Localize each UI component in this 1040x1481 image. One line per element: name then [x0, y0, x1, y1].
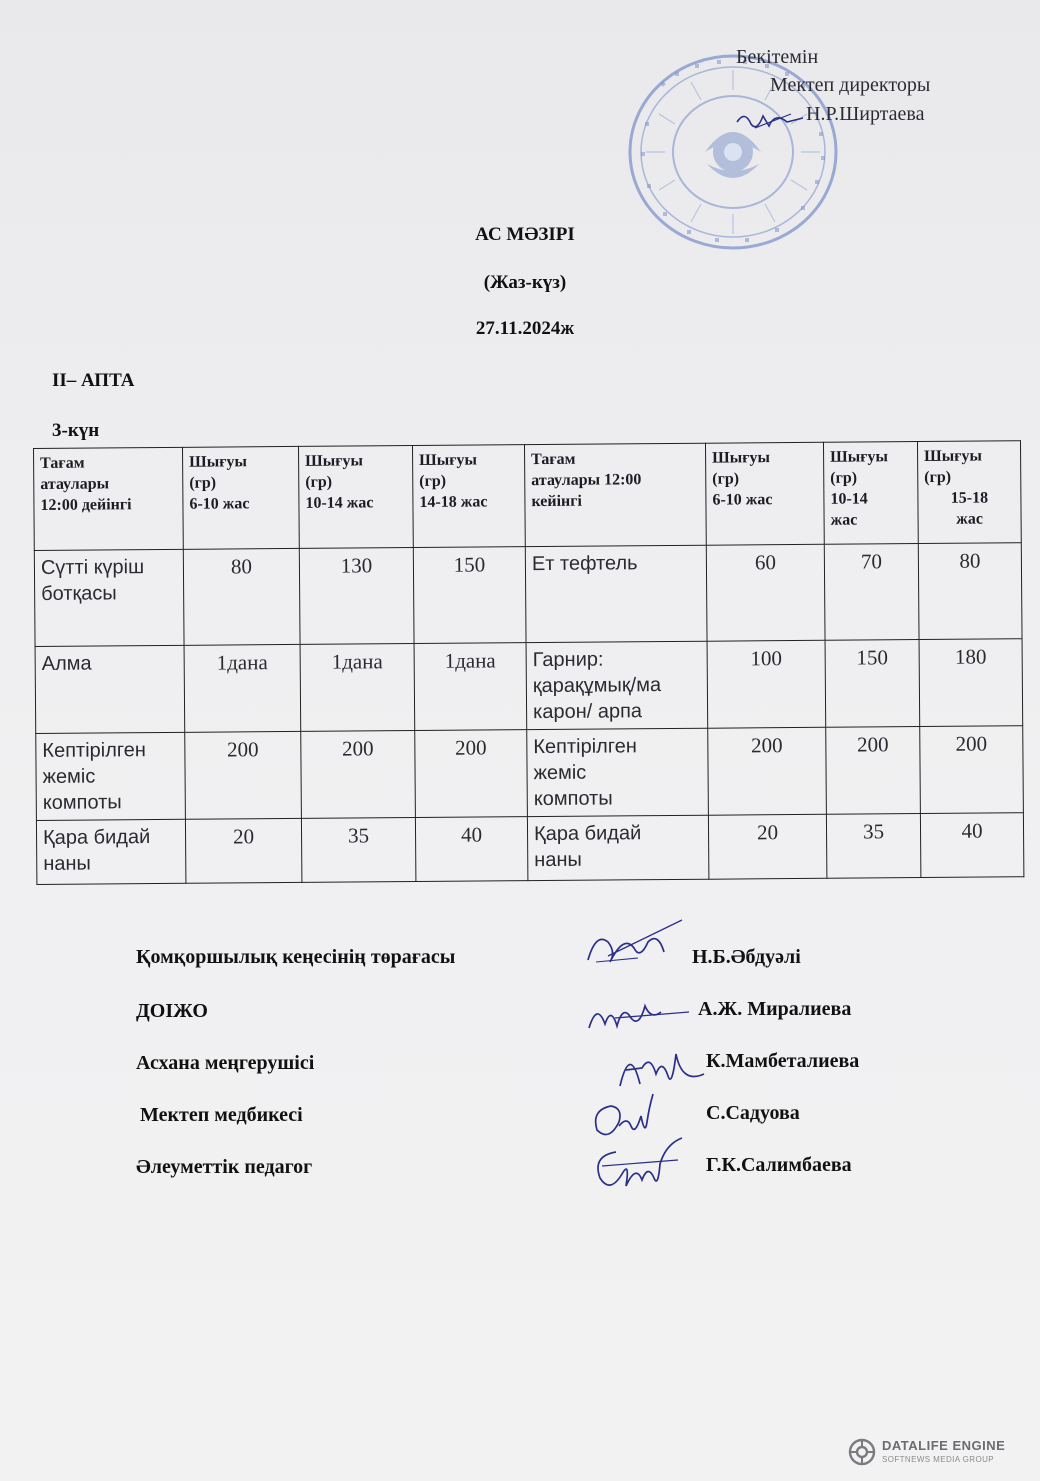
signer-name: Г.К.Салимбаева — [706, 1154, 852, 1176]
signature-row — [0, 1152, 1040, 1192]
menu-date: 27.11.2024ж — [475, 318, 575, 339]
table-header-row — [34, 441, 1022, 551]
approval-person: Н.Р.Ширтаева — [806, 103, 925, 125]
datalife-logo-icon — [848, 1438, 876, 1466]
dish-name-before: Сүтті күріш ботқасы — [34, 549, 184, 646]
portion-cell: 40 — [415, 817, 527, 882]
signer-name: Н.Б.Әбдуәлі — [692, 946, 801, 968]
signature-row — [0, 1100, 1040, 1140]
portion-cell: 1дана — [184, 644, 301, 732]
handwritten-signature-icon — [586, 1134, 696, 1194]
menu-table — [33, 440, 1024, 885]
signer-role: Мектеп медбикесі — [140, 1104, 303, 1126]
signer-name: С.Садуова — [706, 1102, 800, 1124]
week-label: ІІ– АПТА — [52, 370, 135, 391]
menu-title: АС МӘЗІРІ — [475, 224, 575, 245]
dish-name-before: Қара бидай наны — [36, 819, 185, 884]
portion-cell: 80 — [183, 548, 300, 645]
watermark-title: DATALIFE ENGINE — [882, 1438, 1006, 1453]
signature-row — [0, 942, 1040, 982]
handwritten-signature-icon — [610, 1034, 720, 1094]
signer-name: А.Ж. Миралиева — [698, 998, 852, 1020]
portion-cell: 80 — [918, 543, 1022, 640]
portion-cell: 200 — [301, 731, 416, 819]
watermark-subtitle: SOFTNEWS MEDIA GROUP — [882, 1455, 995, 1464]
portion-cell: 100 — [707, 640, 826, 728]
portion-cell: 200 — [920, 726, 1024, 814]
signer-role: Әлеуметтік педагог — [136, 1156, 313, 1178]
portion-cell: 70 — [824, 544, 919, 641]
portion-cell: 200 — [826, 727, 921, 815]
portion-cell: 130 — [299, 548, 414, 645]
dish-name-after: Гарнир: қарақұмық/ма карон/ арпа — [526, 641, 708, 729]
column-header: Шығуы (гр) 6-10 жас — [182, 446, 299, 549]
column-header: Шығуы (гр) 10-14 жас — [823, 442, 918, 545]
portion-cell: 180 — [919, 639, 1023, 727]
signature-row — [0, 1048, 1040, 1088]
director-signature-icon — [735, 104, 805, 134]
portion-cell: 150 — [413, 547, 526, 644]
table-row — [36, 813, 1023, 885]
portion-cell: 1дана — [414, 643, 527, 731]
signature-row — [0, 996, 1040, 1036]
dish-name-before: Кептірілген жеміс компоты — [36, 732, 186, 820]
column-header: Тағам атаулары 12:00 кейінгі — [524, 443, 706, 546]
column-header: Шығуы (гр) 10-14 жас — [298, 446, 413, 549]
portion-cell: 200 — [708, 727, 827, 815]
column-header: Шығуы (гр) 14-18 жас — [412, 445, 525, 548]
dish-name-after: Қара бидай наны — [527, 815, 708, 880]
dish-name-after: Кептірілген жеміс компоты — [527, 728, 709, 816]
column-header: Тағам атаулары 12:00 дейінгі — [34, 447, 184, 550]
column-header: Шығуы (гр) 6-10 жас — [705, 442, 824, 545]
approval-block — [0, 0, 1040, 260]
portion-cell: 20 — [708, 814, 826, 879]
table-row — [34, 543, 1022, 647]
watermark — [848, 1436, 1028, 1472]
signer-role: Асхана меңгерушісі — [136, 1052, 315, 1074]
portion-cell: 35 — [826, 814, 920, 879]
column-header: Шығуы (гр) 15-18 жас — [917, 441, 1021, 544]
table-row — [36, 726, 1024, 821]
portion-cell: 1дана — [300, 644, 415, 732]
dish-name-before: Алма — [35, 645, 185, 733]
portion-cell: 40 — [920, 813, 1023, 878]
season-label: (Жаз-күз) — [483, 272, 567, 293]
portion-cell: 200 — [185, 731, 302, 819]
portion-cell: 150 — [825, 640, 920, 728]
portion-cell: 20 — [185, 818, 301, 883]
approval-label: Бекітемін — [736, 46, 819, 68]
portion-cell: 35 — [301, 818, 415, 883]
table-row — [35, 639, 1023, 734]
approval-position: Мектеп директоры — [770, 74, 931, 96]
day-label: 3-күн — [52, 420, 100, 441]
dish-name-after: Ет тефтель — [525, 545, 707, 642]
portion-cell: 60 — [706, 544, 825, 641]
signer-role: Қомқоршылық кеңесінің төрағасы — [136, 946, 456, 968]
portion-cell: 200 — [415, 730, 528, 818]
signer-role: ДОІЖО — [136, 1000, 208, 1022]
handwritten-signature-icon — [578, 912, 688, 972]
signer-name: К.Мамбеталиева — [706, 1050, 860, 1072]
